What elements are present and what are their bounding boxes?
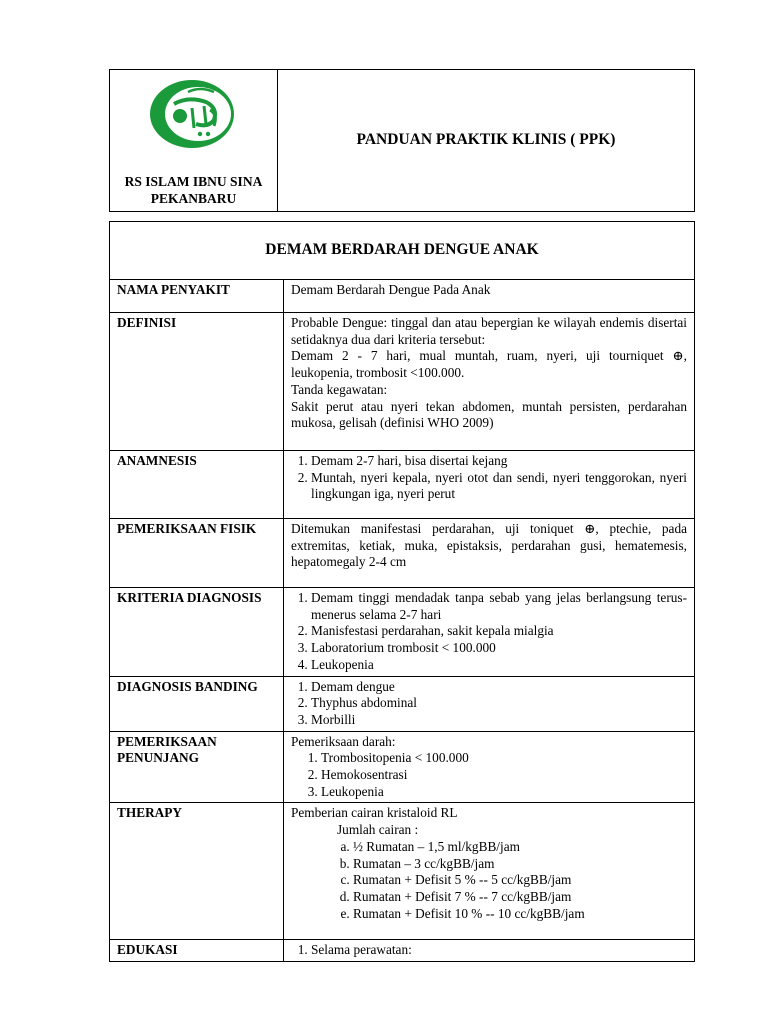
value-anamnesis (284, 451, 695, 519)
definisi-p1: Probable Dengue: tinggal dan atau bepergian ke wilayah endemis disertai setidaknya dua dari kriteria tersebut: (291, 315, 687, 347)
list-item: c. Rumatan + Defisit 5 % -- 5 cc/kgBB/jam (353, 872, 687, 889)
list-item: b. Rumatan – 3 cc/kgBB/jam (353, 856, 687, 873)
list-item: 2. Hemokosentrasi (321, 767, 687, 784)
label-definisi: DEFINISI (110, 313, 284, 451)
list-item: 1. Demam tinggi mendadak tanpa sebab yang jelas berlangsung terus-menerus selama 2-7 hari (311, 590, 687, 623)
list-item: 3. Laboratorium trombosit < 100.000 (311, 640, 687, 657)
row-definisi (110, 313, 695, 451)
list-item: 1. Selama perawatan: (311, 942, 687, 959)
therapy-intro: Pemberian cairan kristaloid RL (291, 805, 458, 821)
list-item: 2. Manisfestasi perdarahan, sakit kepala mialgia (311, 623, 687, 640)
header-table (109, 69, 695, 212)
ppk-table (109, 221, 695, 962)
list-item: 4. Leukopenia (311, 657, 687, 674)
value-therapy (284, 803, 695, 940)
penunjang-list (291, 750, 687, 800)
list-item: a. ½ Rumatan – 1,5 ml/kgBB/jam (353, 839, 687, 856)
kriteria-list (291, 590, 687, 674)
row-pemeriksaan-fisik (110, 519, 695, 588)
definisi-p2: Demam 2 - 7 hari, mual muntah, ruam, nyeri, uji tourniquet ⊕, leukopenia, trombosit <100.000. (291, 348, 687, 381)
therapy-list (291, 839, 687, 923)
value-kriteria-diagnosis (284, 588, 695, 677)
row-kriteria-diagnosis (110, 588, 695, 677)
row-anamnesis (110, 451, 695, 519)
label-anamnesis: ANAMNESIS (110, 451, 284, 519)
row-pemeriksaan-penunjang (110, 731, 695, 803)
value-pemeriksaan-penunjang (284, 731, 695, 803)
disease-title: DEMAM BERDARAH DENGUE ANAK (110, 222, 695, 280)
list-item: 2. Muntah, nyeri kepala, nyeri otot dan sendi, nyeri tenggorokan, nyeri lingkungan iga, nyeri perut (311, 470, 687, 503)
label-pemeriksaan-penunjang: PEMERIKSAAN PENUNJANG (110, 731, 284, 803)
value-definisi (284, 313, 695, 451)
label-therapy: THERAPY (110, 803, 284, 940)
logo-cell (110, 70, 278, 212)
label-kriteria-diagnosis: KRITERIA DIAGNOSIS (110, 588, 284, 677)
label-nama-penyakit: NAMA PENYAKIT (110, 280, 284, 313)
list-item: 1. Demam dengue (311, 679, 687, 696)
list-item: d. Rumatan + Defisit 7 % -- 7 cc/kgBB/jam (353, 889, 687, 906)
definisi-p4: Sakit perut atau nyeri tekan abdomen, muntah persisten, perdarahan mukosa, gelisah (definisi WHO 2009) (291, 398, 687, 431)
value-edukasi (284, 940, 695, 962)
org-name (114, 173, 273, 207)
list-item: 3. Leukopenia (321, 784, 687, 801)
edukasi-list (291, 942, 687, 959)
list-item: 1. Demam 2-7 hari, bisa disertai kejang (311, 453, 687, 470)
list-item: e. Rumatan + Defisit 10 % -- 10 cc/kgBB/jam (353, 906, 687, 923)
diagnosis-banding-list (291, 679, 687, 729)
value-diagnosis-banding (284, 676, 695, 731)
anamnesis-list (291, 453, 687, 503)
org-name-line1: RS ISLAM IBNU SINA (124, 173, 263, 189)
label-diagnosis-banding: DIAGNOSIS BANDING (110, 676, 284, 731)
list-item: 3. Morbilli (311, 712, 687, 729)
penunjang-intro: Pemeriksaan darah: (291, 733, 396, 749)
therapy-sub: Jumlah cairan : (337, 822, 419, 838)
value-pemeriksaan-fisik: Ditemukan manifestasi perdarahan, uji toniquet ⊕, ptechie, pada extremitas, ketiak, muka, epistaksis, perdarahan gusi, hematemesis, hepatomegaly 2-4 cm (284, 519, 695, 588)
hospital-logo-icon (148, 78, 240, 150)
list-item: 2. Thyphus abdominal (311, 695, 687, 712)
row-edukasi (110, 940, 695, 962)
label-pemeriksaan-fisik: PEMERIKSAAN FISIK (110, 519, 284, 588)
label-edukasi: EDUKASI (110, 940, 284, 962)
value-nama-penyakit: Demam Berdarah Dengue Pada Anak (284, 280, 695, 313)
document-title: PANDUAN PRAKTIK KLINIS ( PPK) (278, 70, 695, 212)
list-item: 1. Trombositopenia < 100.000 (321, 750, 687, 767)
definisi-p3: Tanda kegawatan: (291, 381, 388, 397)
row-nama-penyakit (110, 280, 695, 313)
org-name-line2: PEKANBARU (150, 190, 237, 206)
row-diagnosis-banding (110, 676, 695, 731)
row-therapy (110, 803, 695, 940)
